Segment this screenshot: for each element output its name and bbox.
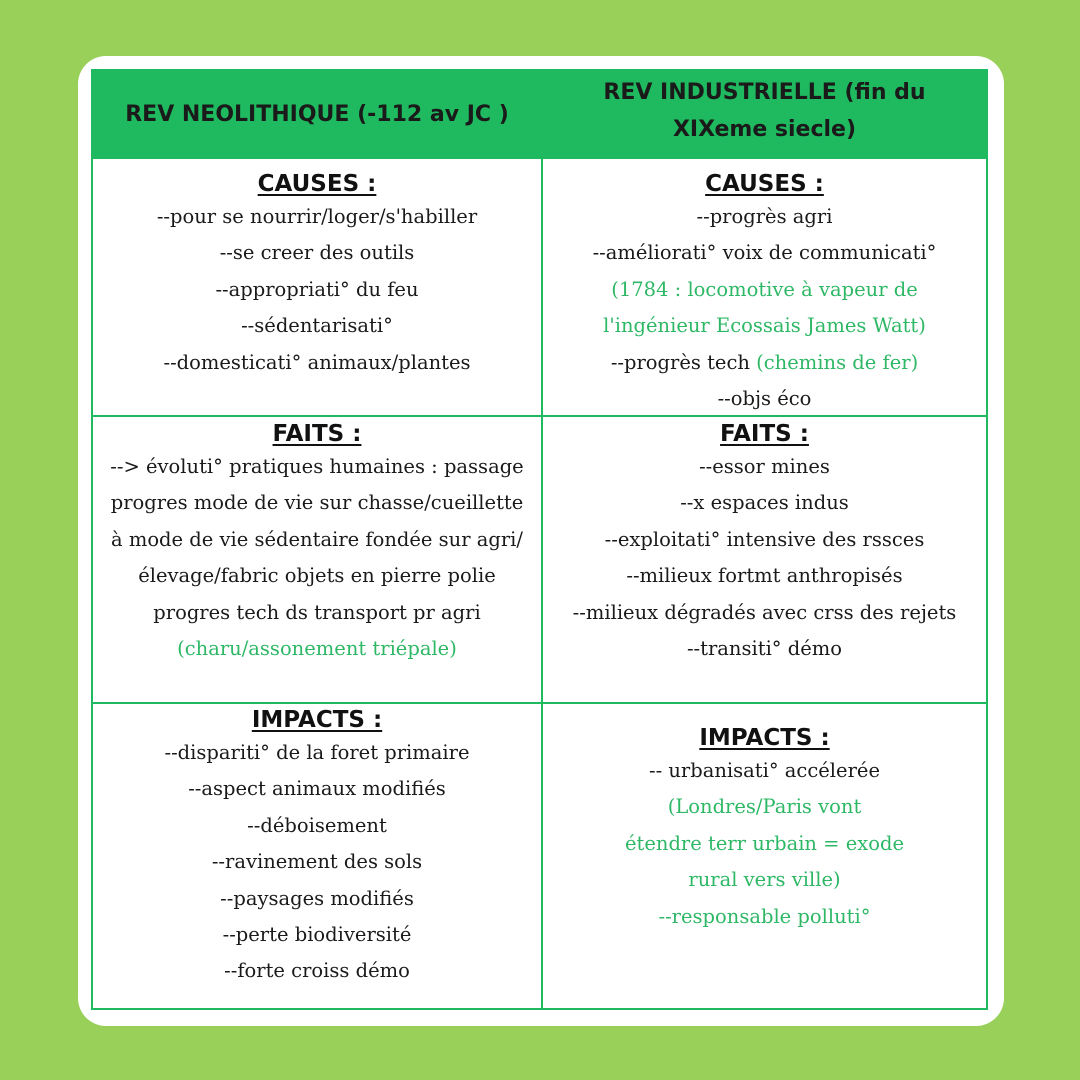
left-impacts-line: --aspect animaux modifiés xyxy=(188,777,446,801)
right-faits-title: FAITS : xyxy=(720,421,809,447)
header-right-line2: XIXeme siecle) xyxy=(672,117,857,142)
left-impacts-line: --forte croiss démo xyxy=(224,959,410,983)
left-faits-line: --> évoluti° pratiques humaines : passage xyxy=(110,455,524,478)
right-faits-line: --milieux fortmt anthropisés xyxy=(626,564,903,588)
left-impacts-line: --déboisement xyxy=(247,813,387,837)
left-causes-cell xyxy=(93,169,541,381)
right-impacts-line: -- urbanisati° accélerée xyxy=(648,759,880,782)
right-faits-line: --exploitati° intensive des rssces xyxy=(604,527,925,551)
right-faits-cell xyxy=(543,419,986,667)
right-causes-note: (1784 : locomotive à vapeur de xyxy=(611,277,918,301)
right-impacts-note: (Londres/Paris vont xyxy=(667,795,862,819)
comparison-table xyxy=(91,69,988,1010)
left-causes-line: --se creer des outils xyxy=(219,241,415,265)
right-causes-line: --progrès tech xyxy=(610,350,750,374)
left-impacts-line: --perte biodiversité xyxy=(222,923,412,947)
header-left-text: REV NEOLITHIQUE (-112 av JC ) xyxy=(125,101,509,127)
left-faits-line: progres tech ds transport pr agri xyxy=(153,600,481,624)
left-impacts-title: IMPACTS : xyxy=(251,707,383,733)
right-causes-line: --améliorati° voix de communicati° xyxy=(592,241,937,265)
right-faits-line: --milieux dégradés avec crss des rejets xyxy=(572,600,957,624)
right-impacts-note: étendre terr urbain = exode xyxy=(624,831,905,855)
left-causes-line: --domesticati° animaux/plantes xyxy=(163,350,471,374)
right-impacts-note: rural vers ville) xyxy=(688,868,841,892)
left-impacts-cell xyxy=(93,705,541,990)
left-impacts-line: --ravinement des sols xyxy=(211,850,423,874)
left-causes-line: --sédentarisati° xyxy=(241,314,393,338)
left-faits-note: (charu/assonement triépale) xyxy=(177,637,457,661)
right-faits-line: --x espaces indus xyxy=(680,491,849,515)
left-faits-line: progres mode de vie sur chasse/cueillette xyxy=(110,491,524,515)
left-faits-title: FAITS : xyxy=(272,421,362,447)
row-divider-header xyxy=(93,157,986,159)
header-right-line1: REV INDUSTRIELLE (fin du xyxy=(603,80,926,105)
right-impacts-cell xyxy=(543,723,986,935)
right-faits-line: --essor mines xyxy=(699,455,830,478)
left-causes-line: --appropriati° du feu xyxy=(215,277,419,301)
left-impacts-line: --dispariti° de la foret primaire xyxy=(164,741,470,764)
right-causes-cell xyxy=(543,169,986,417)
right-causes-note: l'ingénieur Ecossais James Watt) xyxy=(603,314,926,338)
header-right-title xyxy=(543,71,986,157)
right-impacts-title: IMPACTS : xyxy=(699,725,830,751)
right-causes-line: --progrès agri xyxy=(696,205,833,228)
right-impacts-note: --responsable polluti° xyxy=(658,904,871,928)
right-causes-line: --objs éco xyxy=(717,387,812,411)
right-faits-line: --transiti° démo xyxy=(686,637,843,661)
left-causes-line: --pour se nourrir/loger/s'habiller xyxy=(156,205,478,228)
header-left-title xyxy=(93,71,541,157)
left-faits-cell xyxy=(93,419,541,667)
right-causes-inline-note: (chemins de fer) xyxy=(756,350,919,374)
left-impacts-line: --paysages modifiés xyxy=(220,886,414,910)
left-causes-title: CAUSES : xyxy=(257,171,377,197)
left-faits-line: à mode de vie sédentaire fondée sur agri/ xyxy=(111,527,523,551)
left-faits-line: élevage/fabric objets en pierre polie xyxy=(138,564,496,588)
row-divider-faits xyxy=(93,702,986,704)
right-causes-title: CAUSES : xyxy=(705,171,824,197)
